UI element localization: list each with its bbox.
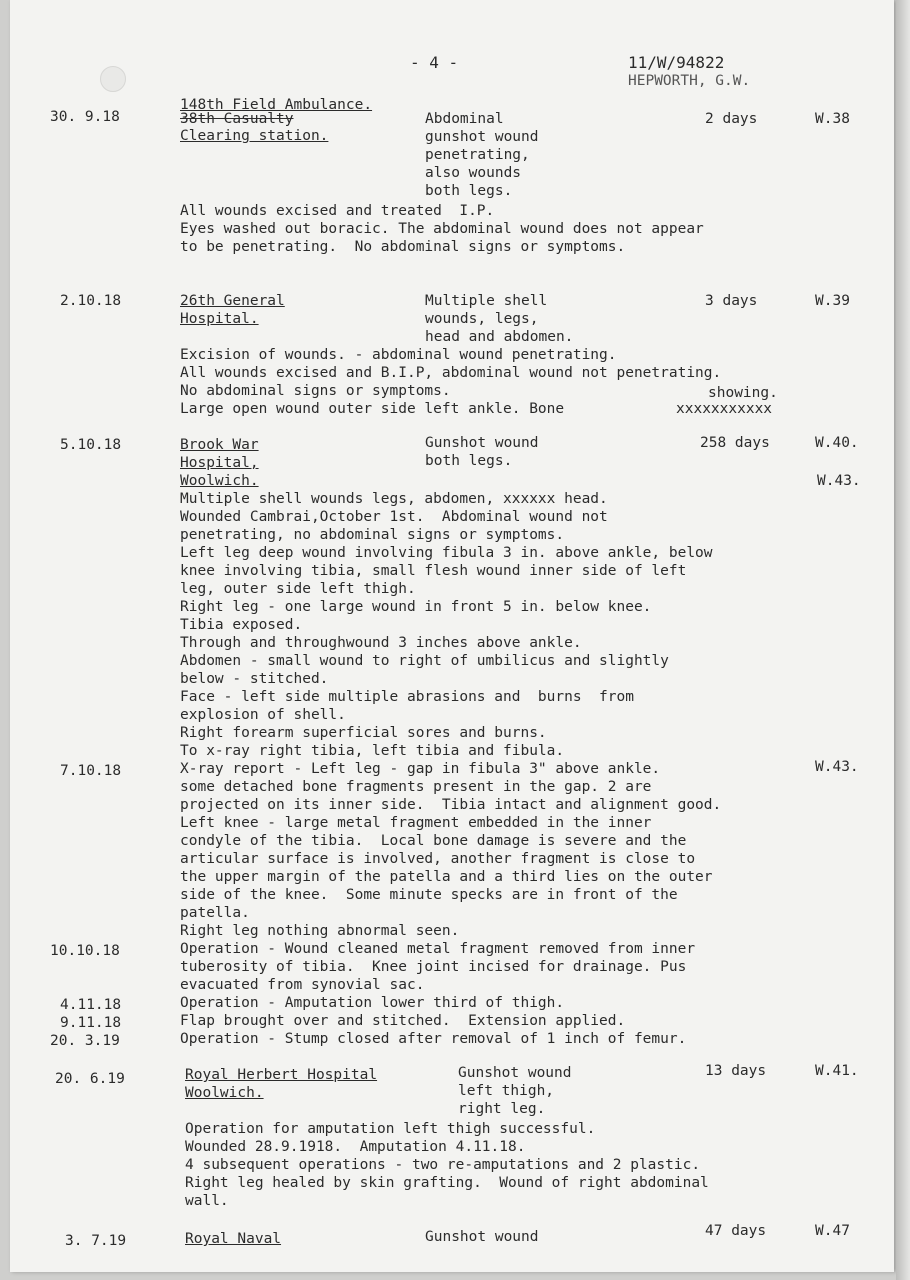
page-number: - 4 - [410,53,459,72]
note-line: wall. [185,1193,229,1209]
note-line: leg, outer side left thigh. [180,581,416,597]
note-line: Abdomen - small wound to right of umbilicus and slightly [180,653,669,669]
entry-date: 7.10.18 [60,763,122,779]
note-line: some detached bone fragments present in the gap. 2 are [180,779,652,795]
ward-ref: W.43. [817,473,861,489]
note-line: Wounded Cambrai,October 1st. Abdominal wound not [180,509,608,525]
entry-date: 3. 7.19 [65,1233,127,1249]
duration: 47 days [705,1223,767,1239]
note-line: No abdominal signs or symptoms. [180,383,451,399]
ward-ref: W.39 [815,293,850,309]
struck-text: xxxxxxxxxxx [676,401,773,417]
diagnosis-line: right leg. [458,1101,546,1117]
diagnosis-line: Multiple shell [425,293,548,309]
note-line: Excision of wounds. - abdominal wound penetrating. [180,347,617,363]
ward-ref: W.38 [815,111,850,127]
entry-date: 5.10.18 [60,437,122,453]
entry-date: 10.10.18 [50,943,120,959]
note-line: tuberosity of tibia. Knee joint incised for drainage. Pus [180,959,687,975]
page-edge [896,0,910,1280]
note-line: Right leg healed by skin grafting. Wound of right abdominal [185,1175,709,1191]
unit-name: Royal Naval [185,1231,282,1247]
note-line: Tibia exposed. [180,617,303,633]
entry-date: 9.11.18 [60,1015,122,1031]
duration: 13 days [705,1063,767,1079]
note-line: Operation - Amputation lower third of thigh. [180,995,565,1011]
note-line: knee involving tibia, small flesh wound inner side of left [180,563,687,579]
note-line: X-ray report - Left leg - gap in fibula 3" above ankle. [180,761,661,777]
note-line: to be penetrating. No abdominal signs or symptoms. [180,239,626,255]
note-line: Flap brought over and stitched. Extension applied. [180,1013,626,1029]
entry-date: 2.10.18 [60,293,122,309]
note-line: Multiple shell wounds legs, abdomen, xxxxxx head. [180,491,608,507]
duration: 258 days [700,435,770,451]
note-line: Left knee - large metal fragment embedded in the inner [180,815,652,831]
diagnosis-line: both legs. [425,453,513,469]
ward-ref: W.47 [815,1223,850,1239]
note-line: articular surface is involved, another fragment is close to [180,851,696,867]
note-line: Large open wound outer side left ankle. Bone [180,401,573,417]
diagnosis-line: Abdominal [425,111,504,127]
diagnosis-line: penetrating, [425,147,530,163]
note-line: projected on its inner side. Tibia intact and alignment good. [180,797,722,813]
note-line: Eyes washed out boracic. The abdominal wound does not appear [180,221,704,237]
note-line: evacuated from synovial sac. [180,977,425,993]
handwritten-insert: showing. [708,385,778,401]
ward-ref: W.41. [815,1063,859,1079]
entry-date: 20. 3.19 [50,1033,120,1049]
note-line: explosion of shell. [180,707,346,723]
ward-ref: W.43. [815,759,859,775]
entry-date: 20. 6.19 [55,1071,125,1087]
diagnosis-line: wounds, legs, [425,311,539,327]
unit-name: Clearing station. [180,128,329,144]
diagnosis-line: head and abdomen. [425,329,574,345]
diagnosis-line: gunshot wound [425,129,539,145]
note-line: Through and throughwound 3 inches above ankle. [180,635,582,651]
note-line: side of the knee. Some minute specks are in front of the [180,887,678,903]
note-line: penetrating, no abdominal signs or symptoms. [180,527,565,543]
note-line: Face - left side multiple abrasions and burns from [180,689,634,705]
note-line: All wounds excised and B.I.P, abdominal wound not penetrating. [180,365,722,381]
diagnosis-line: also wounds [425,165,522,181]
diagnosis-line: left thigh, [458,1083,555,1099]
unit-name: Woolwich. [185,1085,264,1101]
diagnosis-line: Gunshot wound [425,1229,539,1245]
unit-name: 26th General [180,293,285,309]
note-line: 4 subsequent operations - two re-amputations and 2 plastic. [185,1157,701,1173]
note-line: Left leg deep wound involving fibula 3 in. above ankle, below [180,545,713,561]
diagnosis-line: Gunshot wound [458,1065,572,1081]
note-line: Right leg nothing abnormal seen. [180,923,460,939]
unit-name: Hospital, [180,455,259,471]
note-line: Right leg - one large wound in front 5 in. below knee. [180,599,652,615]
diagnosis-line: Gunshot wound [425,435,539,451]
note-line: Right forearm superficial sores and burns. [180,725,547,741]
note-line: below - stitched. [180,671,329,687]
duration: 3 days [705,293,758,309]
unit-name: Hospital. [180,311,259,327]
duration: 2 days [705,111,758,127]
entry-date: 30. 9.18 [50,109,120,125]
note-line: Operation - Stump closed after removal of 1 inch of femur. [180,1031,687,1047]
entry-date: 4.11.18 [60,997,122,1013]
note-line: the upper margin of the patella and a third lies on the outer [180,869,713,885]
note-line: To x-ray right tibia, left tibia and fibula. [180,743,565,759]
note-line: All wounds excised and treated I.P. [180,203,495,219]
note-line: patella. [180,905,250,921]
file-reference: 11/W/94822 [628,53,725,72]
unit-insert: 148th Field Ambulance. [180,97,373,113]
note-line: condyle of the tibia. Local bone damage is severe and the [180,833,687,849]
note-line: Operation - Wound cleaned metal fragment removed from inner [180,941,696,957]
note-line: Operation for amputation left thigh successful. [185,1121,596,1137]
unit-name: Brook War [180,437,259,453]
unit-name: Woolwich. [180,473,259,489]
unit-name: Royal Herbert Hospital [185,1067,378,1083]
punch-hole [100,66,126,92]
patient-name: HEPWORTH, G.W. [628,73,751,89]
ward-ref: W.40. [815,435,859,451]
unit-struck: 38th Casualty [180,111,294,127]
diagnosis-line: both legs. [425,183,513,199]
note-line: Wounded 28.9.1918. Amputation 4.11.18. [185,1139,526,1155]
